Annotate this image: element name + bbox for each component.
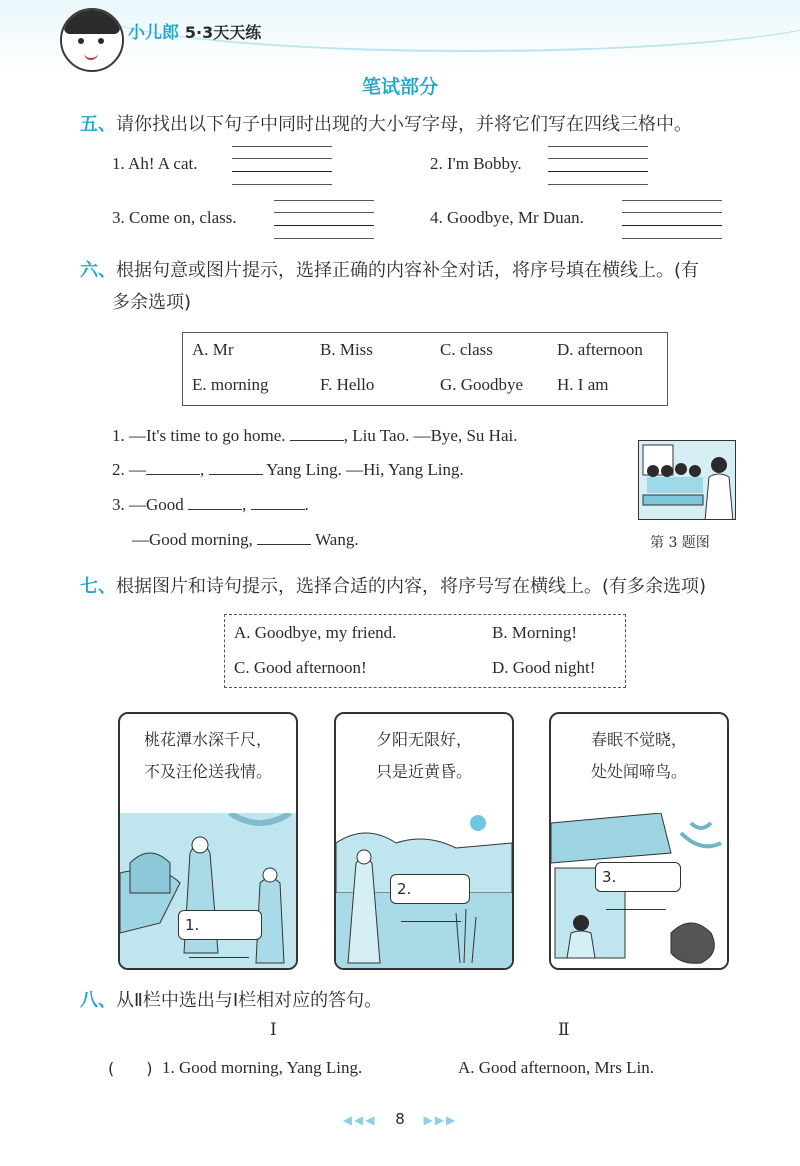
q7-picture-2 bbox=[334, 712, 514, 970]
q6-number: 六、 bbox=[80, 260, 116, 281]
q6-blank-3a[interactable] bbox=[188, 493, 242, 510]
q5-instruction: 请你找出以下句子中同时出现的大小写字母，并将它们写在四线三格中。 bbox=[116, 114, 692, 135]
classroom-illustration-icon bbox=[639, 441, 736, 520]
q8-answer-paren[interactable]: ( ) bbox=[108, 1059, 153, 1078]
q6-line-4 bbox=[132, 528, 359, 550]
q6-line-1-b: , Liu Tao. —Bye, Su Hai. bbox=[343, 426, 518, 445]
q6-line-2 bbox=[112, 458, 464, 480]
q7-option-b: B. Morning! bbox=[492, 623, 577, 642]
q6-line-4-b: Wang. bbox=[315, 530, 359, 549]
q8-answer-a: A. Good afternoon, Mrs Lin. bbox=[458, 1058, 654, 1077]
q8-column-1-header: Ⅰ bbox=[270, 1020, 277, 1040]
q6-line-1 bbox=[112, 424, 517, 446]
q5-number: 五、 bbox=[80, 114, 116, 135]
q5-fourline-2[interactable] bbox=[548, 146, 648, 184]
q7-poem-1-line2: 不及汪伦送我情。 bbox=[143, 762, 272, 781]
brand-name: 小儿郎 bbox=[128, 23, 179, 43]
q7-option-d: D. Good night! bbox=[492, 658, 596, 677]
q6-line-3-b: , bbox=[242, 495, 247, 514]
q7-poem-1-line1: 桃花潭水深千尺， bbox=[143, 730, 272, 749]
q7-poem-3-line2: 处处闻啼鸟。 bbox=[590, 762, 687, 781]
q8-item-1: 1. Good morning, Yang Ling. bbox=[162, 1058, 363, 1077]
q6-option-b: B. Miss bbox=[320, 340, 373, 359]
footer-right-arrows-icon: ▶▶▶ bbox=[423, 1113, 458, 1127]
mascot-logo-icon bbox=[60, 8, 124, 72]
q7-heading bbox=[80, 572, 706, 598]
q7-picture-1 bbox=[118, 712, 298, 970]
q6-option-f: F. Hello bbox=[320, 375, 375, 394]
brand-series: 5·3天天练 bbox=[184, 23, 262, 42]
q6-blank-3b[interactable] bbox=[251, 493, 305, 510]
q7-answer-label-2: 2. bbox=[397, 880, 412, 898]
q7-poem-3-line1: 春眠不觉晓， bbox=[590, 730, 687, 749]
q6-option-d: D. afternoon bbox=[557, 340, 643, 359]
q7-answer-label-3: 3. bbox=[602, 868, 617, 886]
brand-title bbox=[128, 18, 261, 43]
q6-line-2-c: Yang Ling. —Hi, Yang Ling. bbox=[266, 460, 464, 479]
q8-instruction: 从Ⅱ栏中选出与Ⅰ栏相对应的答句。 bbox=[116, 990, 383, 1011]
q6-option-g: G. Goodbye bbox=[440, 375, 524, 394]
q6-blank-4[interactable] bbox=[257, 528, 311, 545]
q6-instruction-1: 根据句意或图片提示，选择正确的内容补全对话，将序号填在横线上。(有 bbox=[116, 260, 700, 281]
page-number: 8 bbox=[395, 1110, 405, 1128]
q8-number: 八、 bbox=[80, 990, 116, 1011]
q6-option-c: C. class bbox=[440, 340, 493, 359]
q6-instruction-2: 多余选项) bbox=[112, 292, 192, 313]
q6-line-3-c: . bbox=[304, 495, 309, 514]
q5-fourline-4[interactable] bbox=[622, 200, 722, 238]
q5-item-3: 3. Come on, class. bbox=[112, 208, 237, 227]
q6-option-a: A. Mr bbox=[192, 340, 234, 359]
q7-answer-box-2[interactable] bbox=[390, 874, 470, 904]
q5-heading bbox=[80, 110, 692, 136]
q6-heading bbox=[80, 256, 699, 282]
q6-blank-2b[interactable] bbox=[209, 458, 263, 475]
q5-fourline-1[interactable] bbox=[232, 146, 332, 184]
q7-poem-2-line2: 只是近黄昏。 bbox=[375, 762, 472, 781]
q5-item-4: 4. Goodbye, Mr Duan. bbox=[430, 208, 584, 227]
q6-figure-caption: 第 3 题图 bbox=[650, 535, 710, 551]
q8-heading bbox=[80, 986, 382, 1012]
q6-classroom-picture bbox=[638, 440, 736, 520]
q7-number: 七、 bbox=[80, 576, 116, 597]
page-footer bbox=[0, 1110, 800, 1128]
q6-line-2-a: 2. — bbox=[112, 460, 146, 479]
q5-fourline-3[interactable] bbox=[274, 200, 374, 238]
q6-line-2-b: , bbox=[200, 460, 205, 479]
section-title: 笔试部分 bbox=[361, 76, 438, 98]
q7-answer-label-1: 1. bbox=[185, 916, 200, 934]
q6-line-1-a: 1. —It's time to go home. bbox=[112, 426, 286, 445]
q6-option-e: E. morning bbox=[192, 375, 269, 394]
q5-item-2: 2. I'm Bobby. bbox=[430, 154, 522, 173]
q6-blank-2a[interactable] bbox=[146, 458, 200, 475]
footer-left-arrows-icon: ◀◀◀ bbox=[342, 1113, 377, 1127]
q7-option-a: A. Goodbye, my friend. bbox=[234, 623, 397, 642]
q7-poem-2-line1: 夕阳无限好， bbox=[375, 730, 472, 749]
q7-answer-box-1[interactable] bbox=[178, 910, 262, 940]
q6-line-3-a: 3. —Good bbox=[112, 495, 184, 514]
q7-picture-3 bbox=[549, 712, 729, 970]
q7-answer-box-3[interactable] bbox=[595, 862, 681, 892]
q7-option-c: C. Good afternoon! bbox=[234, 658, 367, 677]
q7-instruction: 根据图片和诗句提示，选择合适的内容，将序号写在横线上。(有多余选项) bbox=[116, 576, 707, 597]
q6-blank-1[interactable] bbox=[290, 424, 344, 441]
q6-option-h: H. I am bbox=[557, 375, 609, 394]
q6-line-3 bbox=[112, 493, 309, 515]
q8-column-2-header: Ⅱ bbox=[558, 1020, 570, 1040]
q6-line-4-a: —Good morning, bbox=[132, 530, 253, 549]
q5-item-1: 1. Ah! A cat. bbox=[112, 154, 198, 173]
